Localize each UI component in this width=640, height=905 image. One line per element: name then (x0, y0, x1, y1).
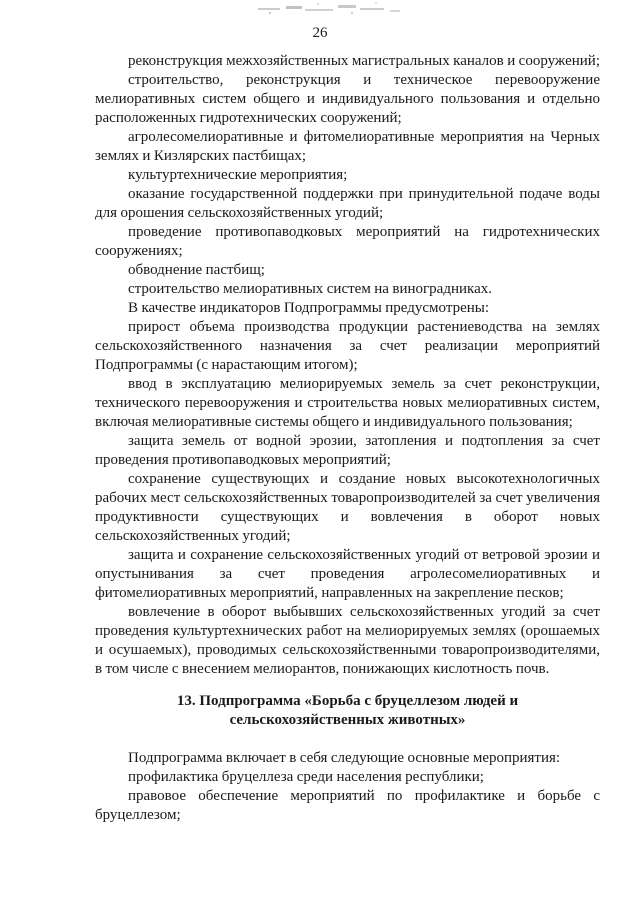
scan-noise-marks (0, 0, 640, 24)
paragraph: ввод в эксплуатацию мелиорируемых земель за счет реконструкции, технического перевооружения и строительства новых мелиоративных систем, включая мелиоративные системы общего и индивидуального пользования; (95, 376, 600, 430)
paragraph: правовое обеспечение мероприятий по профилактике и борьбе с бруцеллезом; (95, 788, 600, 823)
paragraph: защита земель от водной эрозии, затопления и подтопления за счет проведения противопаводковых мероприятий; (95, 433, 600, 468)
paragraph: реконструкция межхозяйственных магистральных каналов и сооружений; (128, 53, 601, 69)
document-body (95, 52, 600, 825)
section-heading: 13. Подпрограмма «Борьба с бруцеллезом людей и сельскохозяйственных животных» (176, 693, 519, 728)
paragraph: проведение противопаводковых мероприятий на гидротехнических сооружениях; (95, 224, 600, 259)
paragraph: вовлечение в оборот выбывших сельскохозяйственных угодий за счет проведения культуртехнических работ на мелиорируемых землях (орошаемых и осушаемых), проводимых сельскохозяйственными товаропроизводителями, в том числе с внесением мелиорантов, понижающих кислотность почв. (95, 604, 600, 677)
paragraph: агролесомелиоративные и фитомелиоративные мероприятия на Черных землях и Кизлярских пастбищах; (95, 129, 600, 164)
paragraph: оказание государственной поддержки при принудительной подаче воды для орошения сельскохозяйственных угодий; (95, 186, 600, 221)
paragraph: строительство, реконструкция и техническое перевооружение мелиоративных систем общего и индивидуального пользования и отдельно расположенных гидротехнических сооружений; (95, 72, 600, 126)
paragraph: В качестве индикаторов Подпрограммы предусмотрены: (128, 300, 490, 316)
paragraph: сохранение существующих и создание новых высокотехнологичных рабочих мест сельскохозяйственных товаропроизводителей за счет увеличения продуктивности существующих и вовлечения в оборот новых сельскохозяйственных угодий; (95, 471, 600, 544)
page-number: 26 (312, 25, 328, 41)
paragraph: Подпрограмма включает в себя следующие основные мероприятия: (128, 750, 561, 766)
paragraph: защита и сохранение сельскохозяйственных угодий от ветровой эрозии и опустынивания за счет проведения агролесомелиоративных и фитомелиоративных мероприятий, направленных на закрепление песков; (95, 547, 600, 601)
paragraph: прирост объема производства продукции растениеводства на землях сельскохозяйственного назначения за счет реализации мероприятий Подпрограммы (с нарастающим итогом); (95, 319, 600, 373)
paragraph: культуртехнические мероприятия; (128, 167, 348, 183)
paragraph: обводнение пастбищ; (128, 262, 265, 278)
paragraph: строительство мелиоративных систем на виноградниках. (128, 281, 492, 297)
paragraph: профилактика бруцеллеза среди населения республики; (128, 769, 484, 785)
